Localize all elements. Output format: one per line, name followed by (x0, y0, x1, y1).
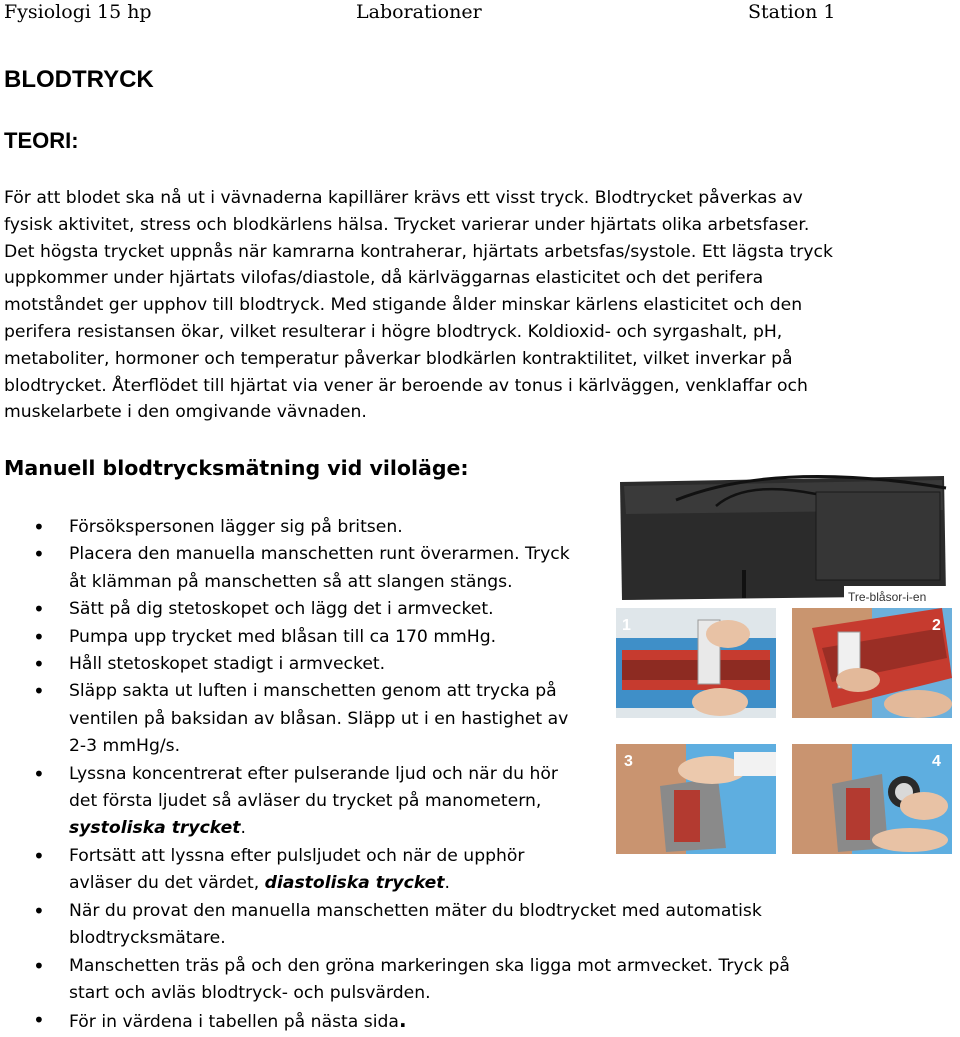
list-item: • Manschetten träs på och den gröna markeringen ska ligga mot armvecket. Tryck på start och avläs blodtryck- och pulsvärden. (0, 953, 829, 1008)
header-section: Laborationer (356, 1, 482, 23)
list-item (0, 1007, 860, 1036)
cuff-image (616, 470, 948, 606)
list-item: • När du provat den manuella manschetten mäter du blodtrycket med automatisk blodtrycksmätare. (0, 898, 809, 953)
photo-panel-3 (616, 744, 776, 854)
step-text: För in värdena i tabellen på nästa sida (69, 1012, 399, 1033)
theory-heading: TEORI: (4, 128, 79, 153)
list-item: • Försökspersonen lägger sig på britsen. (0, 514, 589, 541)
list-item: • Pumpa upp trycket med blåsan till ca 170 mmHg. (0, 624, 589, 651)
panel-number: 1 (622, 617, 631, 634)
diastolic-term: diastoliska trycket (264, 873, 445, 894)
panel-number: 3 (624, 753, 633, 770)
list-item (0, 761, 589, 843)
panel-number: 4 (932, 753, 941, 770)
list-item: • Sätt på dig stetoskopet och lägg det i armvecket. (0, 596, 589, 623)
photo-panel-2 (792, 608, 952, 718)
step-punct: . (398, 1008, 407, 1033)
page-title: BLODTRYCK (4, 66, 154, 93)
step-punct: . (240, 818, 246, 839)
systolic-term: systoliska trycket (69, 818, 241, 839)
list-item (0, 843, 589, 898)
step-text: Fortsätt att lyssna efter pulsljudet och när de upphör avläser du det värdet, (69, 845, 525, 894)
header-station: Station 1 (748, 1, 836, 23)
step-punct: . (444, 873, 450, 894)
panel-number: 2 (932, 617, 941, 634)
photo-panel-4 (792, 744, 952, 854)
list-item: • Placera den manuella manschetten runt överarmen. Tryck åt klämman på manschetten så att slangen stängs. (0, 541, 589, 596)
theory-paragraph: För att blodet ska nå ut i vävnaderna kapillärer krävs ett visst tryck. Blodtrycket påverkas av fysisk aktivitet, stress och blodkärlens hälsa. Trycket varierar under hjärtats olika arbetsfaser. Det högsta trycket uppnås när kamrarna kontraherar, hjärtats arbetsfas/systole. Ett lägsta tryck uppkommer under hjärtats vilofas/diastole, då kärlväggarnas elasticitet och det perifera motståndet ger upphov till blodtryck. Med stigande ålder minskar kärlens elasticitet och den perifera resistansen ökar, vilket resulterar i högre blodtryck. Koldioxid- och syrgashalt, pH, metaboliter, hormoner och temperatur påverkar blodkärlen kontraktilitet, vilket inverkar på blodtrycket. Återflödet till hjärtat via vener är beroende av tonus i kärlväggen, venklaffar och muskelarbete i den omgivande vävnaden. (4, 188, 833, 423)
list-item: • Håll stetoskopet stadigt i armvecket. (0, 651, 589, 678)
photo-panel-1 (616, 608, 776, 718)
header-course: Fysiologi 15 hp (4, 1, 152, 23)
step-text: Lyssna koncentrerat efter pulserande ljud och när du hör det första ljudet så avläser du trycket på manometern, (69, 763, 558, 812)
list-item: • Släpp sakta ut luften i manschetten genom att trycka på ventilen på baksidan av blåsan. Släpp ut i en hastighet av 2-3 mmHg/s. (0, 678, 589, 760)
manual-heading: Manuell blodtrycksmätning vid viloläge: (4, 456, 469, 480)
cuff-label: Tre-blåsor-i-en (848, 590, 927, 604)
